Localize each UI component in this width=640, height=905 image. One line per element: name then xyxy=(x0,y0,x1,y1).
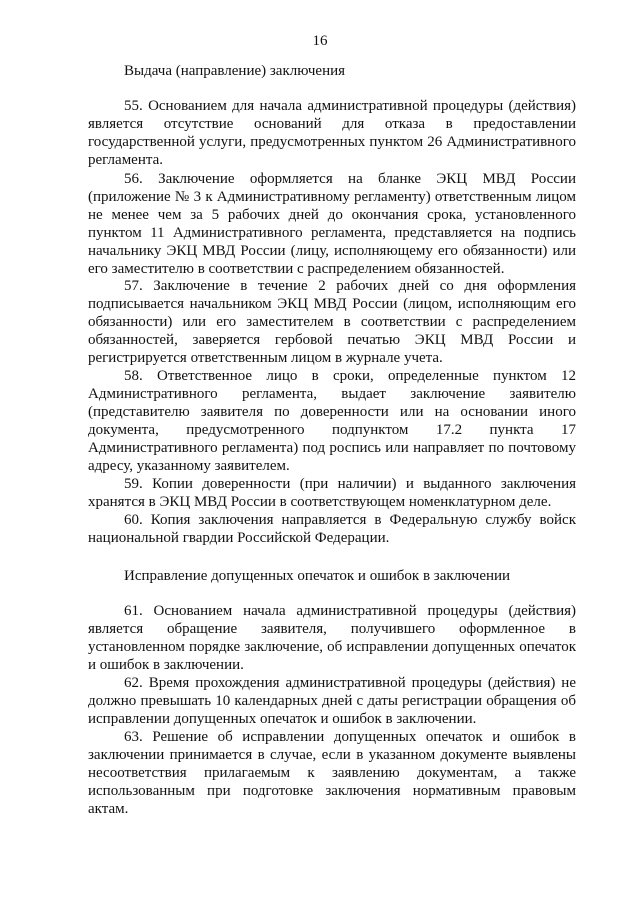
page-number: 16 xyxy=(312,33,328,49)
paragraph-62: 62. Время прохождения административной процедуры (действия) не должно превышать 10 календарных дней с даты регистрации обращения об исправлении допущенных опечаток и ошибок в заключении. xyxy=(88,675,576,727)
paragraph-60: 60. Копия заключения направляется в Федеральную службу войск национальной гвардии Российской Федерации. xyxy=(88,512,576,546)
paragraph-55: 55. Основанием для начала административной процедуры (действия) является отсутствие оснований для отказа в предоставлении государственной услуги, предусмотренных пунктом 26 Административного регламента. xyxy=(88,98,576,168)
section-heading-corrections: Исправление допущенных опечаток и ошибок в заключении xyxy=(124,568,511,584)
paragraph-56: 56. Заключение оформляется на бланке ЭКЦ МВД России (приложение № 3 к Административному регламенту) ответственным лицом не менее чем за 5 рабочих дней до окончания срока, установленного пунктом 11 Административного регламента, представляется на подпись начальнику ЭКЦ МВД России (лицу, исполняющему его обязанности) или его заместителю в соответствии с распределением обязанностей. xyxy=(88,171,576,277)
paragraph-58: 58. Ответственное лицо в сроки, определенные пунктом 12 Административного регламента, выдает заключение заявителю (представителю заявителя по доверенности или на основании иного документа, предусмотренного подпунктом 17.2 пункта 17 Административного регламента) под роспись или направляет по почтовому адресу, указанному заявителем. xyxy=(88,368,576,474)
paragraph-57: 57. Заключение в течение 2 рабочих дней со дня оформления подписывается начальником ЭКЦ МВД России (лицом, исполняющим его обязанности) или его заместителем в соответствии с распределением обязанностей, заверяется гербовой печатью ЭКЦ МВД России и регистрируется ответственным лицом в журнале учета. xyxy=(88,278,576,366)
paragraph-63: 63. Решение об исправлении допущенных опечаток и ошибок в заключении принимается в случае, если в указанном документе выявлены несоответствия прилагаемым к заявлению документам, а также использованным при подготовке заключения нормативным правовым актам. xyxy=(88,729,576,817)
section-heading-issuance: Выдача (направление) заключения xyxy=(124,63,346,79)
paragraph-61: 61. Основанием начала административной процедуры (действия) является обращение заявителя, получившего оформленное в установленном порядке заключение, об исправлении допущенных опечаток и ошибок в заключении. xyxy=(88,603,576,673)
paragraph-59: 59. Копии доверенности (при наличии) и выданного заключения хранятся в ЭКЦ МВД России в соответствующем номенклатурном деле. xyxy=(88,476,576,510)
